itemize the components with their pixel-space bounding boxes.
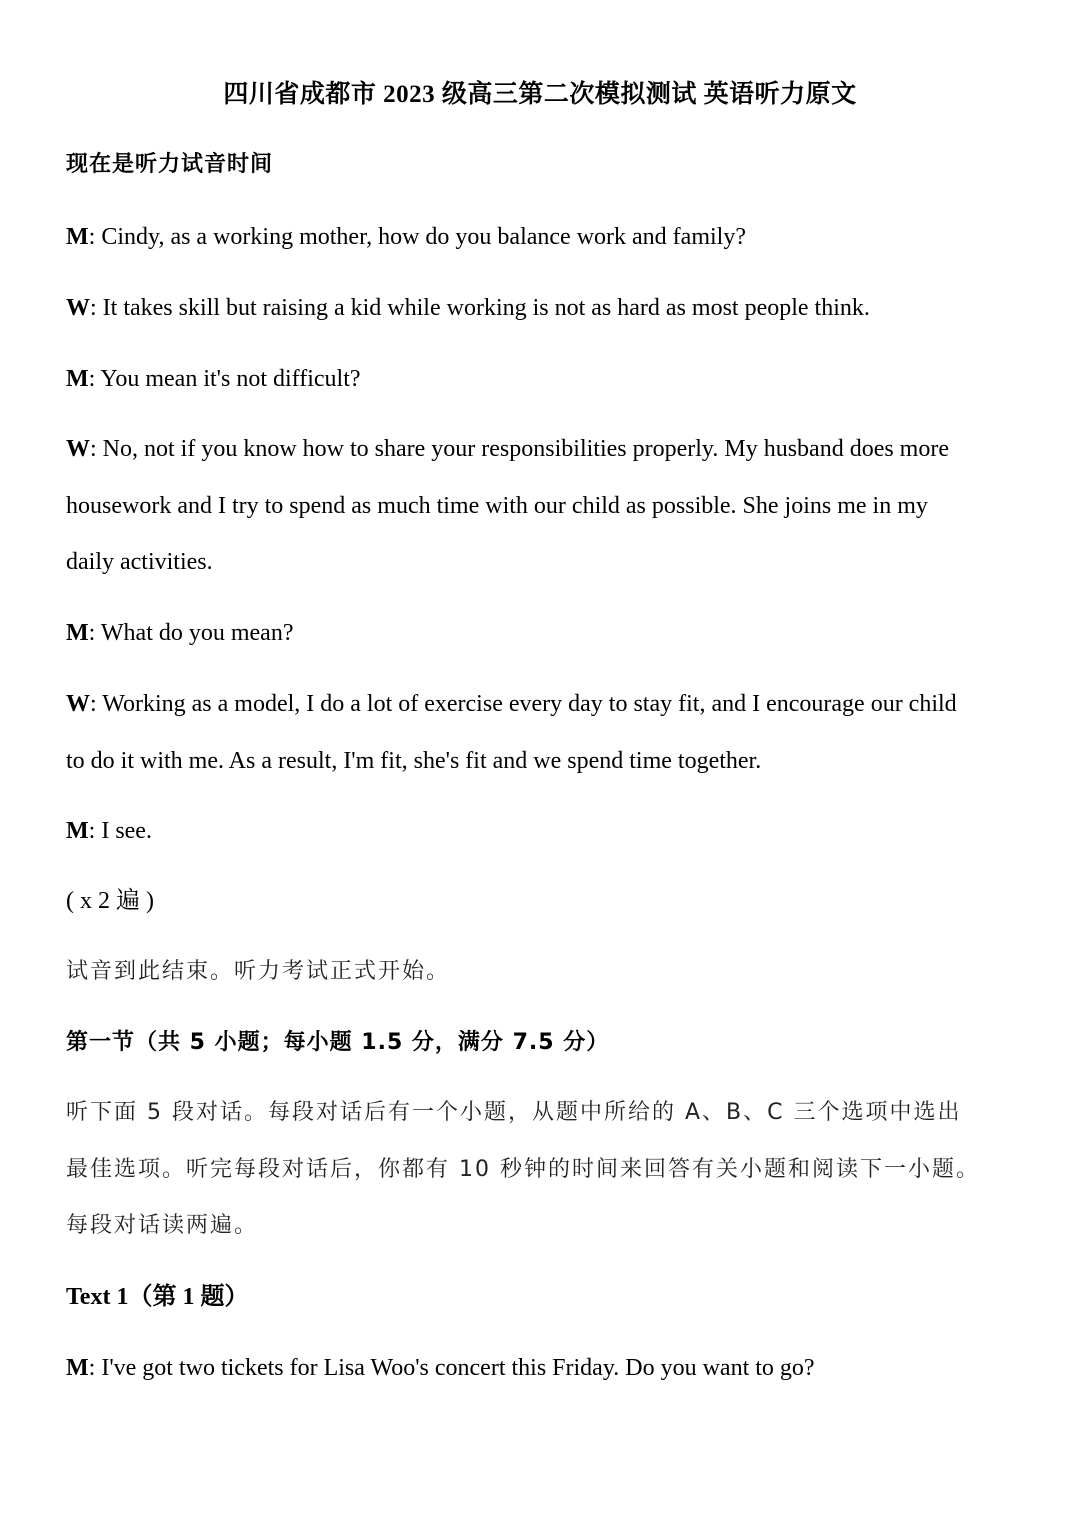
utterance-text: : It takes skill but raising a kid while working is not as hard as most people think.	[90, 295, 870, 321]
speaker-label: W	[66, 691, 90, 717]
utterance-text: : You mean it's not difficult?	[88, 366, 361, 392]
speaker-label: M	[66, 1355, 89, 1381]
instructions-line: 听下面 5 段对话。每段对话后有一个小题，从题中所给的 A、B、C 三个选项中选出	[66, 1100, 962, 1125]
trial-end-notice: 试音到此结束。听力考试正式开始。	[66, 959, 451, 984]
dialogue-continuation: daily activities.	[66, 549, 213, 575]
speaker-label: M	[66, 366, 89, 392]
dialogue-line	[66, 364, 1020, 394]
dialogue-continuation: to do it with me. As a result, I'm fit, she's fit and we spend time together.	[66, 748, 762, 774]
text-heading: Text 1（第 1 题）	[66, 1284, 249, 1310]
dialogue-line	[66, 816, 1020, 846]
section-heading: 第一节（共 5 小题；每小题 1.5 分，满分 7.5 分）	[66, 1030, 610, 1055]
dialogue-line	[66, 434, 1020, 464]
speaker-label: W	[66, 295, 90, 321]
document-title: 四川省成都市 2023 级高三第二次模拟测试 英语听力原文	[223, 81, 857, 108]
speaker-label: M	[66, 620, 89, 646]
instructions-line: 最佳选项。听完每段对话后，你都有 10 秒钟的时间来回答有关小题和阅读下一小题。	[66, 1157, 980, 1182]
utterance-text: : What do you mean?	[88, 620, 294, 646]
utterance-text: : Working as a model, I do a lot of exercise every day to stay fit, and I encourage our child	[90, 691, 957, 717]
utterance-text: : I've got two tickets for Lisa Woo's concert this Friday. Do you want to go?	[88, 1355, 815, 1381]
utterance-text: : I see.	[88, 818, 152, 844]
repeat-note: ( x 2 遍 )	[66, 888, 154, 914]
speaker-label: W	[66, 436, 90, 462]
dialogue-line	[66, 293, 1020, 323]
dialogue-line	[66, 1353, 1020, 1383]
speaker-label: M	[66, 818, 89, 844]
dialogue-line	[66, 689, 1020, 719]
instructions-line: 每段对话读两遍。	[66, 1213, 259, 1238]
utterance-text: : Cindy, as a working mother, how do you balance work and family?	[88, 224, 746, 250]
utterance-text: : No, not if you know how to share your responsibilities properly. My husband does more	[90, 436, 949, 462]
dialogue-line	[66, 222, 1020, 252]
speaker-label: M	[66, 224, 89, 250]
dialogue-continuation: housework and I try to spend as much time with our child as possible. She joins me in my	[66, 493, 928, 519]
trial-heading: 现在是听力试音时间	[66, 152, 274, 177]
dialogue-line	[66, 618, 1020, 648]
